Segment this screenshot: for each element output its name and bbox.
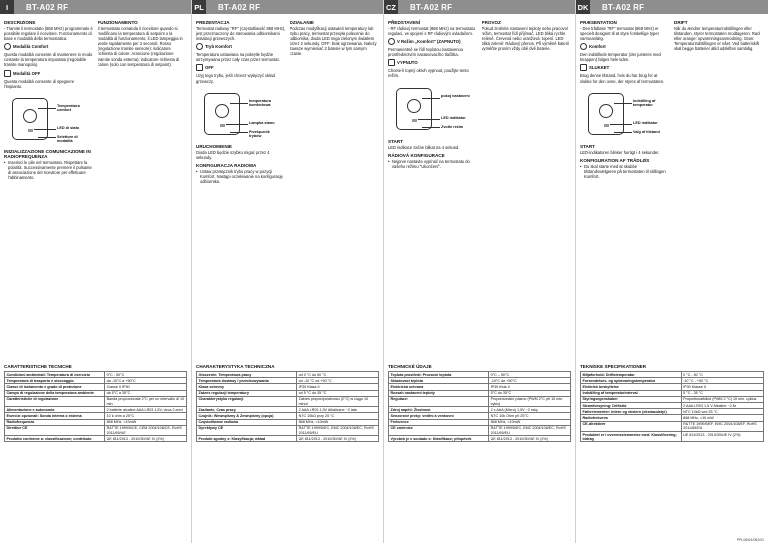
left-text bbox=[4, 17, 94, 376]
spec-title: CHARAKTERYSTYKA TECHNICZNA bbox=[196, 364, 275, 369]
column-cz bbox=[384, 0, 576, 543]
thermostat-body bbox=[588, 93, 624, 135]
spec-value: 5 °C - 35 °C bbox=[681, 390, 763, 396]
spec-key: Indstilling af temperaturinterval bbox=[581, 390, 682, 396]
spec-table bbox=[388, 371, 571, 442]
spec-key: CE-direktiver bbox=[581, 421, 682, 431]
spec-value: da 5°C a 35°C bbox=[105, 390, 187, 396]
section-text: - RF rádiový termostat (868 MHz) na termostatu regulaci, ve spojení s RF rádiovým ovladačem. bbox=[388, 26, 475, 37]
right-text bbox=[482, 17, 572, 376]
leader-line bbox=[38, 108, 56, 109]
spec-value: 5°C do 35°C bbox=[489, 390, 571, 396]
spec-key: Skladovací teplota bbox=[389, 378, 489, 384]
mode-off bbox=[580, 64, 670, 71]
spec-value: Proporcionální pásmo (PWM 2°C při 10 min. cyklu) bbox=[489, 396, 571, 406]
spec-value: 2 AAA LR03 1,5V Alkaliczne ~2 lata bbox=[297, 407, 379, 413]
section-text: Il termostato comanda il ricevitore quando si modificano la temperatura di setpoint o la modalità di funzionamento; il LED lampeggia in verde rapidamente per 2 secondi. Rosso (regolazione tramite sensore): indicatore richiesta di calore. Arancione (regolazione tramite sonda esterna): indicatore richiesta di calore (solo con temperatura di setpoint). bbox=[97, 26, 183, 67]
section-text: LED indikace začne blikat na 4 sekund. bbox=[388, 144, 460, 150]
leader-line bbox=[230, 132, 248, 133]
spec-table bbox=[196, 371, 379, 442]
power-icon bbox=[4, 70, 11, 77]
spec-value: od 5 °C do 35 °C bbox=[297, 390, 379, 396]
thermostat-body bbox=[12, 98, 48, 140]
description-area bbox=[384, 14, 575, 376]
spec-row bbox=[197, 436, 379, 442]
spec-key: Teplota prostředí: Provozní teplota bbox=[389, 372, 489, 378]
document-code: PPL06W1/0620G bbox=[736, 538, 764, 542]
column-header bbox=[192, 0, 383, 14]
spec-key: Czujnik: Wewnętrzny & Zewnętrzny (opcja) bbox=[197, 413, 297, 419]
mode-text: Chcete-li topný okruh vypnout, použijte tento režim. bbox=[388, 68, 469, 79]
column-header bbox=[384, 0, 575, 14]
spec-key: Elektrická ochrana bbox=[389, 384, 489, 390]
mode-label: V Režim „Komfort" (ZAPNUTO) bbox=[397, 39, 461, 45]
sun-icon bbox=[196, 43, 203, 50]
spec-row bbox=[5, 425, 187, 435]
spec-key: Classe di isolamento e grado di protezione bbox=[5, 384, 105, 390]
mode-text: Permanentně se řídí teplotou nastavenou prostřednictvím nastavovacího tlačítka. bbox=[388, 47, 464, 58]
spec-key: Klasa ochrony bbox=[197, 384, 297, 390]
mode-label: OFF bbox=[205, 65, 214, 71]
mode-off bbox=[196, 64, 286, 71]
section-title: PREZENTACJA bbox=[196, 20, 230, 25]
spec-value: NTC 10kΩ przy 25 °C bbox=[297, 413, 379, 419]
model-name: BT-A02 RF bbox=[602, 2, 645, 12]
right-text bbox=[290, 17, 380, 376]
leader-line bbox=[230, 103, 248, 104]
mode-label: Modalità OFF bbox=[13, 70, 41, 76]
spec-key: Strømforsyning: Driftstid bbox=[581, 403, 682, 409]
spec-title: TEKNISKE SPECIFIKATIONER bbox=[580, 364, 647, 369]
spec-value: IP30 Klasse II bbox=[681, 384, 763, 390]
spec-row bbox=[5, 436, 187, 442]
section-title: PŘEDSTAVENÍ bbox=[388, 20, 420, 25]
spec-key: CE směrnice bbox=[389, 425, 489, 435]
left-text bbox=[580, 17, 670, 376]
spec-table-area bbox=[4, 364, 187, 537]
spec-value: Proportionalbånd (PWM 2 °C) 10 min. cyklus bbox=[681, 396, 763, 402]
power-icon bbox=[196, 64, 203, 71]
leader-line bbox=[614, 132, 632, 133]
spec-key: Dyrektywy CE bbox=[197, 425, 297, 435]
section-title: START bbox=[580, 143, 595, 149]
spec-key: Temperatura dostawy i przechowywania bbox=[197, 378, 297, 384]
spec-key: Følerelementer: Intern og ekstern (ekstraudstyr) bbox=[581, 409, 682, 415]
spec-row bbox=[389, 425, 571, 435]
thermostat-diagram bbox=[388, 82, 474, 136]
spec-key: Zakres regulacji temperatury bbox=[197, 390, 297, 396]
section-title: INIZIALIZZAZIONE COMUNICAZIONE IN RADIOFREQUENZA bbox=[4, 148, 91, 159]
dial-knob bbox=[599, 104, 613, 118]
diagram-label: Temperatura comfort bbox=[57, 103, 80, 112]
spec-row bbox=[581, 421, 764, 431]
spec-key: Miljøforhold: Driftstemperatur bbox=[581, 372, 682, 378]
description-area bbox=[0, 14, 191, 376]
left-text bbox=[196, 17, 286, 376]
spec-row bbox=[197, 425, 379, 435]
diagram-label: Przełącznik trybów bbox=[249, 129, 270, 138]
mode-off bbox=[388, 59, 478, 66]
spec-value: Banda proporzionale 2°C per un intervallo di 10 min. bbox=[105, 396, 187, 406]
spec-key: Esercizi opzionali: Sonda interna o esterna bbox=[5, 413, 105, 419]
spec-key: Frekvence bbox=[389, 419, 489, 425]
spec-key: Alimentazione e autonomia bbox=[5, 407, 105, 413]
section-title: DZIAŁANIE bbox=[289, 20, 314, 25]
spec-value: UE 811/2013 - 2010/30/UE IV (2%) bbox=[297, 436, 379, 442]
spec-key: Radiofrekvens bbox=[581, 415, 682, 421]
spec-key: Otoczenie: Temperatura pracy bbox=[197, 372, 297, 378]
language-code: PL bbox=[192, 0, 206, 14]
mode-comfort bbox=[4, 43, 94, 50]
mode-text: Użyj tego trybu, jeśli chcesz wyłączyć układ grzewczy. bbox=[196, 73, 275, 84]
spec-value: 2 AAA LR03 1,5 V Alkaline ~2 år bbox=[681, 403, 763, 409]
leader-line bbox=[422, 127, 440, 128]
leader-line bbox=[418, 119, 440, 120]
language-code: DK bbox=[576, 0, 590, 14]
spec-key: Zasilanie, Czas pracy bbox=[197, 407, 297, 413]
spec-value: -10 °C - +50 °C bbox=[681, 378, 763, 384]
model-name: BT-A02 RF bbox=[218, 2, 261, 12]
section-title: KONFIGURACJA RADIOWA bbox=[196, 162, 257, 168]
spec-value: R&TTE 1999/5/EC, EMC 2004/108/EC, RoHS 2011/65/EU bbox=[489, 425, 571, 435]
power-icon bbox=[580, 64, 587, 71]
mode-text: Temperatura ustawiana na pokrętle będzie utrzymywana przez cały czas przez termostat. bbox=[196, 52, 280, 63]
spec-value: 868 MHz, <10mW bbox=[297, 419, 379, 425]
dial-knob bbox=[215, 104, 229, 118]
mode-comfort bbox=[388, 38, 478, 45]
spec-row bbox=[5, 396, 187, 406]
language-code: I bbox=[0, 0, 14, 14]
spec-value: od -10 °C od +50 °C bbox=[297, 378, 379, 384]
thermostat-body bbox=[204, 93, 240, 135]
spec-value: 10 k ohm a 25°C bbox=[105, 413, 187, 419]
spec-value: UE 811/2013 - 2010/30/UE IV (2%) bbox=[105, 436, 187, 442]
column-pl bbox=[192, 0, 384, 543]
section-text: • Ustaw przełącznik trybu pracy w pozycji Komfort. Nastąpi oczekiwanie na konfigurację odbiornika. bbox=[196, 169, 286, 184]
description-area bbox=[192, 14, 383, 376]
dial-knob bbox=[407, 99, 421, 113]
sun-icon bbox=[4, 43, 11, 50]
spec-value: R&TTE 1999/5/CE, CEM 2004/108/CE, RoHS 2011/65/UE bbox=[105, 425, 187, 435]
diagram-label: LED indikator bbox=[633, 120, 658, 125]
status-led bbox=[220, 124, 225, 127]
mode-label: VYPNUTO bbox=[397, 60, 418, 66]
spec-value: 0°C – 50°C bbox=[489, 372, 571, 378]
section-text: - Tramite il termostato (868 MHz) programmato è possibile regolare il ricevitore. Funzionamento di base e modalità della termostatica. bbox=[4, 26, 93, 42]
spec-key: Elektrisk beskyttelse bbox=[581, 384, 682, 390]
spec-title: CARATTERISTICHE TECNICHE bbox=[4, 364, 72, 369]
section-text: Pokud změníte nastavení teploty nebo pracovní režim, termostat řídí přijímač. LED bliká rychle zeleně. Červená nebo oranžová: topení. LED bliká zeleně: Rádiový přenos. Při výměně baterií vyměňte prosím vždy obě dvě baterie. bbox=[481, 26, 570, 52]
spec-key: Senzorové prvky: vnitřní a venkovní bbox=[389, 413, 489, 419]
status-led bbox=[28, 129, 33, 132]
spec-key: Výrobek je v souladu s: Klasifikace; příspěvek bbox=[389, 436, 489, 442]
spec-row bbox=[581, 432, 764, 442]
model-name: BT-A02 RF bbox=[410, 2, 453, 12]
leader-line bbox=[422, 98, 440, 99]
spec-key: Częstotliwość radiowa bbox=[197, 419, 297, 425]
mode-text: Questa modalità consente di spegnere l'impianto. bbox=[4, 78, 75, 89]
spec-key: Forsendelses- og opbevaringstemperatur bbox=[581, 378, 682, 384]
section-title: PRÆSENTATION bbox=[580, 20, 617, 25]
column-header bbox=[0, 0, 191, 14]
spec-key: Produktet er i overensstemmelse med: Klassificering; bidrag bbox=[581, 432, 682, 442]
spec-key: Campo di regolazione della temperatura ambiente bbox=[5, 390, 105, 396]
thermostat-diagram bbox=[196, 87, 282, 141]
spec-row bbox=[389, 436, 571, 442]
section-text: Termostat radiowy "RF" (częstotliwość 868 MHz), jest przeznaczony do sterowania odbiornikami instalacji grzewczych. bbox=[196, 26, 286, 42]
spec-value: NTC 10kΩ ved 25 °C bbox=[681, 409, 763, 415]
thermostat-body bbox=[396, 88, 432, 130]
section-title: DRIFT bbox=[674, 20, 688, 25]
sun-icon bbox=[580, 43, 587, 50]
spec-value: da -10°C a +50°C bbox=[105, 378, 187, 384]
column-dk bbox=[576, 0, 768, 543]
section-text: LED-indikatoren blinker hurtigt i 4 sekunder. bbox=[580, 149, 660, 155]
diagram-label: pokoj nastavení bbox=[441, 93, 470, 98]
spec-table-area bbox=[580, 364, 764, 537]
mode-text: Questa modalità consente di mantenere in modo costante la temperatura impostata (regolabile tramite manopola). bbox=[4, 52, 93, 68]
section-title: KONFIGURATION AF TRÅDLØS bbox=[580, 157, 650, 163]
spec-value: od 0 °C do 50 °C bbox=[297, 372, 379, 378]
thermostat-diagram bbox=[580, 87, 666, 141]
spec-value: UE 811/2013 - 2010/30/UE IV (2%) bbox=[489, 436, 571, 442]
diagram-label: LED indikátor bbox=[441, 115, 466, 120]
spec-value: NTC 10k Ohm při 25°C bbox=[489, 413, 571, 419]
mode-label: Modalità Comfort bbox=[13, 44, 49, 50]
section-text: Dioda LED będzie szybko migać przez 4 sekundy. bbox=[196, 149, 270, 160]
spec-value: R&TTE 1999/5/EF, EMC 2004/108/EF, RoHS 2011/65/EU bbox=[681, 421, 763, 431]
status-led bbox=[412, 119, 417, 122]
spec-value: IP30 třída II bbox=[489, 384, 571, 390]
diagram-label: Valg af tilstand bbox=[633, 129, 660, 134]
leader-line bbox=[38, 137, 56, 138]
section-title: FUNZIONAMENTO bbox=[97, 20, 138, 25]
mode-comfort bbox=[580, 43, 670, 50]
spec-value: 2 batterie alcaline AAA LR03 1,5V, circa 2 anni bbox=[105, 407, 187, 413]
diagram-label: Zvolte režim bbox=[441, 124, 464, 129]
leader-line bbox=[614, 103, 632, 104]
spec-table bbox=[580, 371, 764, 442]
mode-label: SLUKKET bbox=[589, 65, 610, 71]
spec-value: 2 x AAA (Micro) 1,5V ~2 roky bbox=[489, 407, 571, 413]
leader-line bbox=[34, 129, 56, 130]
mode-text: Den indstillede temperatur (der justeres med knappen) følges hele tiden. bbox=[580, 52, 661, 63]
spec-value: 868 MHz, <10mW bbox=[105, 419, 187, 425]
section-title: DESCRIZIONE bbox=[4, 20, 36, 25]
spec-row bbox=[197, 396, 379, 406]
mode-off bbox=[4, 70, 94, 77]
spec-value: 0 °C - 50 °C bbox=[681, 372, 763, 378]
spec-key: Regulace: bbox=[389, 396, 489, 406]
right-text bbox=[98, 17, 188, 376]
spec-key: Radiofrequenza bbox=[5, 419, 105, 425]
spec-key: Caratteristiche di regolazione bbox=[5, 396, 105, 406]
section-text: Podczas modyfikacji ustawień temperatury lub trybu pracy, termostat przesyła polecenie do odbiornika; dioda LED miga zielonym światłem przez 2 sekundy. OFF: brak ogrzewania. Należy zawsze wymieniać 2 baterie w tym samym czasie. bbox=[289, 26, 377, 57]
language-code: CZ bbox=[384, 0, 398, 14]
section-text: Når du ændrer temperaturindstillingen eller tilstanden, styrer termostaten modtageren. Rød eller orange: opvarmningsanmodning. Grøn: Temperaturindstillingen er nået. Ved batteriskift skal begge batterier altid udskiftes samtidig. bbox=[674, 26, 760, 52]
diagram-label: Selettore di modalità bbox=[57, 134, 78, 143]
mode-label: Komfort bbox=[589, 44, 606, 50]
spec-key: Prodotto conforme a: classificazione; contributo bbox=[5, 436, 105, 442]
spec-title: TECHNICKÉ ÚDAJE bbox=[388, 364, 432, 369]
leader-line bbox=[226, 124, 248, 125]
section-text: • Inserisci le pile nel termostato. Rispettare la polarità. Successivamente premere il pulsante di associazione del ricevitore per effettuare l'abbinamento. bbox=[4, 160, 94, 180]
mode-comfort bbox=[196, 43, 286, 50]
section-text: • Du skal starte med at skubbe tilstandsvælgeren på termostaten til stillingen Komfort. bbox=[580, 164, 670, 179]
column-it bbox=[0, 0, 192, 543]
left-text bbox=[388, 17, 478, 376]
spec-row bbox=[389, 396, 571, 406]
section-text: - Den trådløse "RF" termostat (868 MHz) er specielt designet til at styre forskellige typer varmeanlæg. bbox=[580, 26, 659, 42]
spec-value: 0°C - 50°C bbox=[105, 372, 187, 378]
diagram-label: Lampka stanu bbox=[249, 120, 275, 125]
spec-key: Rozsah nastavení teploty bbox=[389, 390, 489, 396]
spec-value: 868 MHz, <10 mW bbox=[681, 415, 763, 421]
sun-icon bbox=[388, 38, 395, 45]
diagram-label: LED di stato bbox=[57, 125, 80, 130]
description-area bbox=[576, 14, 768, 376]
mode-text: Brug denne tilstand, hvis du har brug for at slukke for den ovne, der styres af termostaten. bbox=[580, 73, 665, 84]
section-title: RÁDIOVÁ KONFIGURACE bbox=[388, 152, 445, 158]
column-header bbox=[576, 0, 768, 14]
spec-key: Direttive CE bbox=[5, 425, 105, 435]
spec-key: Temperatura di trasporto e stoccaggio bbox=[5, 378, 105, 384]
spec-key: Condizioni ambientali: Temperatura di esercizio bbox=[5, 372, 105, 378]
spec-value: Zakres proporcjonalności (2°C) w ciągu 10 minut bbox=[297, 396, 379, 406]
spec-value: IP30 Klasa II bbox=[297, 384, 379, 390]
diagram-label: Indstilling af temperatur bbox=[633, 98, 656, 107]
spec-key: Produkt zgodny z: Klasyfikacja; wkład bbox=[197, 436, 297, 442]
spec-table-area bbox=[388, 364, 571, 537]
model-name: BT-A02 RF bbox=[26, 2, 69, 12]
leader-line bbox=[610, 124, 632, 125]
spec-key: Charakterystyka regulacji bbox=[197, 396, 297, 406]
section-title: START bbox=[388, 138, 403, 144]
section-title: URUCHOMIENIE bbox=[196, 143, 232, 149]
spec-value: UE 811/2013 - 2010/30/UE IV (2%) bbox=[681, 432, 763, 442]
right-text bbox=[674, 17, 764, 376]
thermostat-diagram bbox=[4, 92, 90, 146]
spec-value: Classe II IP30 bbox=[105, 384, 187, 390]
section-text: • Nejprve nastavte vypínač na termostatu do vašeho režimu "Ukončení". bbox=[388, 159, 478, 169]
spec-table-area bbox=[196, 364, 379, 537]
spec-key: Zdroj napětí: Životnost bbox=[389, 407, 489, 413]
mode-label: Tryb Komfort bbox=[205, 44, 232, 50]
power-icon bbox=[388, 59, 395, 66]
section-title: PROVOZ bbox=[481, 20, 501, 25]
status-led bbox=[604, 124, 609, 127]
spec-value: 868 MHz, <10mW bbox=[489, 419, 571, 425]
dial-knob bbox=[23, 109, 37, 123]
spec-table bbox=[4, 371, 187, 442]
spec-value: -10°C do +50°C bbox=[489, 378, 571, 384]
spec-key: Styringsegenskaber bbox=[581, 396, 682, 402]
spec-value: R&TTE 1999/5/EC, EMC 2004/108/EC, RoHS 2011/65/EU bbox=[297, 425, 379, 435]
diagram-label: temperatura komfortowa bbox=[249, 98, 271, 107]
